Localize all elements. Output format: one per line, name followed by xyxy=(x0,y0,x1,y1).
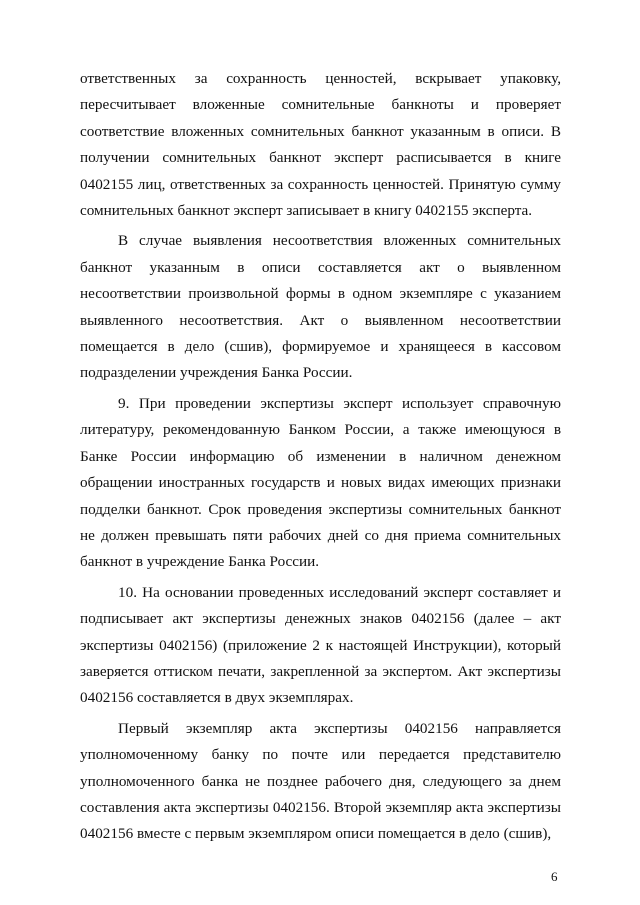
page-number: 6 xyxy=(551,869,558,884)
paragraph-5: Первый экземпляр акта экспертизы 0402156 направляется уполномоченному банку по почте или передается представителю уполномоченного банка не позднее рабочего дня, следующего за днем составления акта экспертизы 0402156. Второй экземпляр акта экспертизы 0402156 вместе с первым экземпляром описи помещается в дело (сшив), xyxy=(80,719,561,843)
paragraph-4: 10. На основании проведенных исследований эксперт составляет и подписывает акт экспертизы денежных знаков 0402156 (далее – акт экспертизы 0402156) (приложение 2 к настоящей Инструкции), который заверяется оттиском печати, закрепленной за экспертом. Акт экспертизы 0402156 составляется в двух экземплярах. xyxy=(80,583,561,707)
document-page xyxy=(80,66,561,852)
paragraph-3: 9. При проведении экспертизы эксперт использует справочную литературу, рекомендованную Банком России, а также имеющуюся в Банке России информацию об изменении в наличном денежном обращении иностранных государств и новых видах имеющих признаки подделки банкнот. Срок проведения экспертизы сомнительных банкнот не должен превышать пяти рабочих дней со дня приема сомнительных банкнот в учреждение Банка России. xyxy=(80,394,561,571)
paragraph-2: В случае выявления несоответствия вложенных сомнительных банкнот указанным в описи составляется акт о выявленном несоответствии произвольной формы в одном экземпляре с указанием выявленного несоответствия. Акт о выявленном несоответствии помещается в дело (сшив), формируемое и хранящееся в кассовом подразделении учреждения Банка России. xyxy=(80,232,561,382)
paragraph-1: ответственных за сохранность ценностей, вскрывает упаковку, пересчитывает вложенные сомнительные банкноты и проверяет соответствие вложенных сомнительных банкнот указанным в описи. В получении сомнительных банкнот эксперт расписывается в книге 0402155 лиц, ответственных за сохранность ценностей. Принятую сумму сомнительных банкнот эксперт записывает в книгу 0402155 эксперта. xyxy=(80,70,561,220)
